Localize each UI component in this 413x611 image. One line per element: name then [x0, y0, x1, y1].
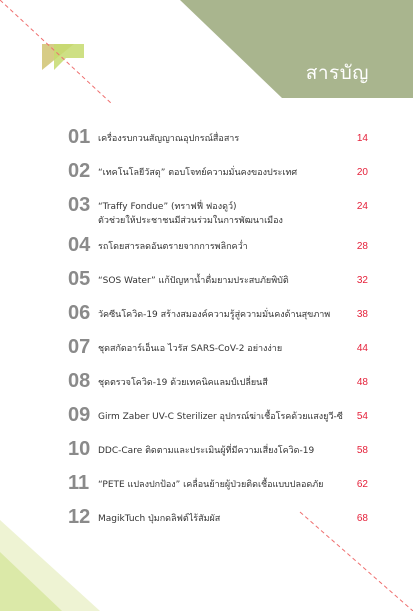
entry-title: ชุดสกัดอาร์เอ็นเอ ไวรัส SARS-CoV-2 อย่างง่าย — [98, 344, 283, 354]
entry-page: 32 — [356, 275, 368, 286]
entry-title: เครื่องรบกวนสัญญาณอุปกรณ์สื่อสาร — [98, 134, 240, 144]
toc-entry-04[interactable] — [68, 234, 368, 268]
entry-number: 11 — [68, 472, 90, 494]
entry-title: DDC-Care ติดตามและประเมินผู้ที่มีความเสี่ยงโควิด-19 — [98, 446, 315, 456]
header-green-shape — [180, 0, 413, 98]
entry-page: 58 — [356, 445, 368, 456]
entry-number: 01 — [68, 126, 91, 148]
toc-entry-02[interactable] — [68, 160, 368, 194]
entry-title: Girm Zaber UV-C Sterilizer อุปกรณ์ฆ่าเชื้อโรคด้วยแสงยูวี-ซี — [98, 412, 343, 422]
entry-title: รถโดยสารลดอันตรายจากการพลิกคว่ำ — [98, 242, 248, 252]
entry-page: 44 — [356, 343, 368, 354]
entry-number: 05 — [68, 268, 91, 290]
entry-title-block — [98, 200, 333, 228]
toc-entry-12[interactable] — [68, 506, 368, 540]
entry-title: “SOS Water” แก้ปัญหาน้ำดื่มยามประสบภัยพิบัติ — [98, 276, 289, 286]
entry-number: 08 — [68, 370, 91, 392]
toc-entry-06[interactable] — [68, 302, 368, 336]
entry-page: 68 — [356, 513, 368, 524]
entry-title: ชุดตรวจโควิด-19 ด้วยเทคนิคแลมป์เปลี่ยนสี — [98, 378, 268, 388]
entry-subtitle: ตัวช่วยให้ประชาชนมีส่วนร่วมในการพัฒนาเมือง — [98, 216, 283, 226]
entry-number: 12 — [68, 506, 91, 528]
entry-title: วัคซีนโควิด-19 สร้างสมองค์ความรู้สู่ความมั่นคงด้านสุขภาพ — [98, 310, 331, 320]
entry-number: 06 — [68, 302, 91, 324]
entry-page: 38 — [356, 309, 368, 320]
entry-title: “Traffy Fondue” (ทราฟฟี่ ฟองดูว์) — [98, 202, 237, 212]
toc-entry-10[interactable] — [68, 438, 368, 472]
entry-title: “PETE แปลงปกป้อง” เคลื่อนย้ายผู้ป่วยติดเชื้อแบบปลอดภัย — [98, 480, 324, 490]
entry-page: 28 — [356, 241, 368, 252]
toc-entry-01[interactable] — [68, 126, 368, 160]
table-of-contents — [68, 126, 368, 540]
entry-page: 54 — [356, 411, 368, 422]
page-title: สารบัญ — [305, 62, 369, 84]
entry-number: 07 — [68, 336, 91, 358]
entry-number: 09 — [68, 404, 91, 426]
entry-title: MagikTuch ปุ่มกดลิฟต์ไร้สัมผัส — [98, 514, 221, 524]
entry-number: 10 — [68, 438, 91, 460]
toc-entry-07[interactable] — [68, 336, 368, 370]
entry-page: 24 — [356, 201, 368, 212]
entry-page: 14 — [356, 133, 368, 144]
toc-entry-11[interactable] — [68, 472, 368, 506]
toc-entry-05[interactable] — [68, 268, 368, 302]
entry-number: 04 — [68, 234, 91, 256]
entry-page: 62 — [356, 479, 368, 490]
entry-number: 03 — [68, 194, 91, 216]
entry-number: 02 — [68, 160, 91, 182]
top-left-lime-square — [54, 44, 84, 70]
entry-title: “เทคโนโลยีวัสดุ” ตอบโจทย์ความมั่นคงของประเทศ — [98, 168, 298, 178]
entry-page: 20 — [356, 167, 368, 178]
toc-entry-03[interactable] — [68, 194, 368, 234]
entry-page: 48 — [356, 377, 368, 388]
toc-entry-09[interactable] — [68, 404, 368, 438]
toc-entry-08[interactable] — [68, 370, 368, 404]
